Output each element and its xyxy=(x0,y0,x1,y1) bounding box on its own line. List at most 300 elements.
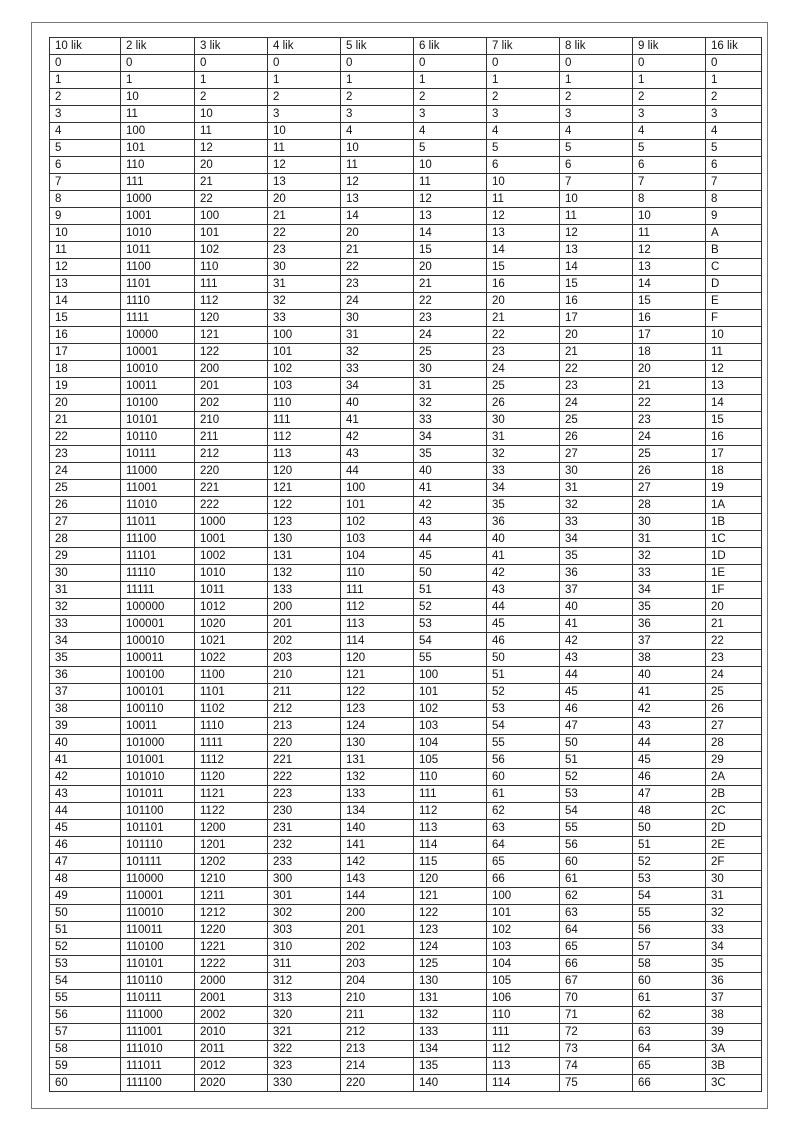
table-cell: 111 xyxy=(268,412,341,429)
table-cell: 23 xyxy=(633,412,706,429)
table-cell: 11 xyxy=(268,140,341,157)
table-cell: 11 xyxy=(121,106,195,123)
table-cell: 100101 xyxy=(121,684,195,701)
table-cell: 11011 xyxy=(121,514,195,531)
column-header: 5 lik xyxy=(341,38,414,55)
table-cell: 74 xyxy=(560,1058,633,1075)
table-cell: 1002 xyxy=(195,548,268,565)
table-cell: 22 xyxy=(633,395,706,412)
table-cell: 101 xyxy=(121,140,195,157)
table-cell: 101010 xyxy=(121,769,195,786)
table-cell: 50 xyxy=(414,565,487,582)
table-cell: 22 xyxy=(706,633,762,650)
table-cell: 121 xyxy=(414,888,487,905)
table-cell: 100011 xyxy=(121,650,195,667)
table-cell: 50 xyxy=(633,820,706,837)
table-cell: 133 xyxy=(268,582,341,599)
table-cell: 3 xyxy=(487,106,560,123)
table-cell: 106 xyxy=(487,990,560,1007)
table-cell: 213 xyxy=(341,1041,414,1058)
table-cell: 310 xyxy=(268,939,341,956)
table-cell: 1111 xyxy=(121,310,195,327)
table-cell: 15 xyxy=(633,293,706,310)
column-header: 4 lik xyxy=(268,38,341,55)
table-cell: 222 xyxy=(195,497,268,514)
table-cell: 71 xyxy=(560,1007,633,1024)
table-cell: 28 xyxy=(633,497,706,514)
table-row xyxy=(50,599,762,616)
table-cell: 9 xyxy=(50,208,121,225)
table-cell: 40 xyxy=(633,667,706,684)
table-cell: 12 xyxy=(487,208,560,225)
table-cell: 0 xyxy=(414,55,487,72)
table-cell: 55 xyxy=(560,820,633,837)
table-cell: 40 xyxy=(341,395,414,412)
table-cell: 2000 xyxy=(195,973,268,990)
table-cell: 53 xyxy=(50,956,121,973)
table-cell: 32 xyxy=(706,905,762,922)
table-cell: 15 xyxy=(706,412,762,429)
table-row xyxy=(50,276,762,293)
table-cell: 47 xyxy=(633,786,706,803)
table-cell: 2C xyxy=(706,803,762,820)
table-cell: 29 xyxy=(50,548,121,565)
table-row xyxy=(50,480,762,497)
table-cell: 57 xyxy=(633,939,706,956)
table-cell: 1 xyxy=(121,72,195,89)
table-cell: 10110 xyxy=(121,429,195,446)
table-cell: 21 xyxy=(706,616,762,633)
table-cell: 32 xyxy=(560,497,633,514)
table-cell: 223 xyxy=(268,786,341,803)
table-cell: 13 xyxy=(268,174,341,191)
table-row xyxy=(50,293,762,310)
table-row xyxy=(50,667,762,684)
table-cell: 144 xyxy=(341,888,414,905)
table-cell: 2 xyxy=(195,89,268,106)
table-cell: 42 xyxy=(414,497,487,514)
table-cell: 202 xyxy=(341,939,414,956)
table-cell: 0 xyxy=(50,55,121,72)
table-cell: 56 xyxy=(487,752,560,769)
table-cell: 9 xyxy=(706,208,762,225)
table-cell: 1020 xyxy=(195,616,268,633)
table-cell: 1001 xyxy=(195,531,268,548)
table-cell: 32 xyxy=(633,548,706,565)
table-cell: 0 xyxy=(121,55,195,72)
table-cell: 26 xyxy=(50,497,121,514)
table-cell: 301 xyxy=(268,888,341,905)
table-row xyxy=(50,922,762,939)
table-cell: 24 xyxy=(560,395,633,412)
table-cell: 17 xyxy=(50,344,121,361)
table-cell: 21 xyxy=(50,412,121,429)
table-cell: 3 xyxy=(50,106,121,123)
table-cell: 12 xyxy=(706,361,762,378)
table-cell: 48 xyxy=(50,871,121,888)
table-cell: 3A xyxy=(706,1041,762,1058)
table-cell: 8 xyxy=(633,191,706,208)
table-cell: 1011 xyxy=(121,242,195,259)
table-row xyxy=(50,106,762,123)
table-cell: 2 xyxy=(341,89,414,106)
table-cell: 45 xyxy=(50,820,121,837)
table-cell: 103 xyxy=(341,531,414,548)
table-cell: 36 xyxy=(633,616,706,633)
table-cell: 65 xyxy=(633,1058,706,1075)
table-cell: 323 xyxy=(268,1058,341,1075)
table-cell: 102 xyxy=(341,514,414,531)
table-cell: 44 xyxy=(487,599,560,616)
table-cell: 230 xyxy=(268,803,341,820)
table-cell: 43 xyxy=(633,718,706,735)
table-cell: 37 xyxy=(706,990,762,1007)
table-row xyxy=(50,208,762,225)
table-cell: 37 xyxy=(633,633,706,650)
table-cell: 101100 xyxy=(121,803,195,820)
table-cell: 1012 xyxy=(195,599,268,616)
table-cell: 0 xyxy=(487,55,560,72)
table-cell: 16 xyxy=(560,293,633,310)
table-cell: 140 xyxy=(414,1075,487,1092)
table-cell: 28 xyxy=(706,735,762,752)
table-cell: 200 xyxy=(195,361,268,378)
table-cell: 22 xyxy=(487,327,560,344)
table-cell: 24 xyxy=(706,667,762,684)
table-cell: 124 xyxy=(414,939,487,956)
table-cell: 66 xyxy=(633,1075,706,1092)
table-cell: 25 xyxy=(560,412,633,429)
table-cell: 111010 xyxy=(121,1041,195,1058)
table-cell: 42 xyxy=(487,565,560,582)
table-cell: 132 xyxy=(414,1007,487,1024)
table-cell: 20 xyxy=(341,225,414,242)
table-cell: 1F xyxy=(706,582,762,599)
table-cell: 35 xyxy=(560,548,633,565)
table-cell: 311 xyxy=(268,956,341,973)
table-cell: 14 xyxy=(50,293,121,310)
table-cell: 1 xyxy=(414,72,487,89)
table-cell: 23 xyxy=(560,378,633,395)
table-row xyxy=(50,463,762,480)
table-cell: 40 xyxy=(560,599,633,616)
table-cell: 5 xyxy=(560,140,633,157)
table-cell: 200 xyxy=(268,599,341,616)
table-cell: 1200 xyxy=(195,820,268,837)
table-row xyxy=(50,871,762,888)
table-cell: 10 xyxy=(121,89,195,106)
table-cell: 102 xyxy=(268,361,341,378)
table-cell: 2 xyxy=(268,89,341,106)
table-cell: 1000 xyxy=(121,191,195,208)
table-cell: 15 xyxy=(50,310,121,327)
table-cell: 22 xyxy=(50,429,121,446)
table-cell: 20 xyxy=(268,191,341,208)
table-row xyxy=(50,701,762,718)
table-cell: 131 xyxy=(414,990,487,1007)
table-cell: 63 xyxy=(560,905,633,922)
table-cell: 55 xyxy=(414,650,487,667)
table-cell: 50 xyxy=(560,735,633,752)
table-cell: 1121 xyxy=(195,786,268,803)
table-cell: 17 xyxy=(706,446,762,463)
table-cell: 30 xyxy=(487,412,560,429)
table-cell: 1100 xyxy=(121,259,195,276)
table-cell: 52 xyxy=(560,769,633,786)
table-row xyxy=(50,361,762,378)
table-cell: 42 xyxy=(633,701,706,718)
table-cell: 42 xyxy=(50,769,121,786)
table-cell: 46 xyxy=(50,837,121,854)
table-cell: 41 xyxy=(633,684,706,701)
table-cell: 55 xyxy=(487,735,560,752)
number-base-table xyxy=(49,37,762,1092)
table-cell: 220 xyxy=(195,463,268,480)
table-cell: 20 xyxy=(706,599,762,616)
table-cell: 52 xyxy=(414,599,487,616)
table-cell: 24 xyxy=(633,429,706,446)
table-cell: 105 xyxy=(414,752,487,769)
table-row xyxy=(50,565,762,582)
table-cell: 27 xyxy=(633,480,706,497)
table-cell: 56 xyxy=(560,837,633,854)
table-row xyxy=(50,89,762,106)
table-cell: 19 xyxy=(50,378,121,395)
table-row xyxy=(50,72,762,89)
table-cell: 122 xyxy=(341,684,414,701)
table-cell: 47 xyxy=(560,718,633,735)
table-cell: 100 xyxy=(341,480,414,497)
table-cell: 1100 xyxy=(195,667,268,684)
table-cell: 17 xyxy=(560,310,633,327)
table-cell: 111 xyxy=(341,582,414,599)
table-cell: 10 xyxy=(414,157,487,174)
table-cell: 1010 xyxy=(195,565,268,582)
table-cell: 34 xyxy=(633,582,706,599)
table-cell: 133 xyxy=(341,786,414,803)
table-cell: 7 xyxy=(633,174,706,191)
table-cell: 113 xyxy=(487,1058,560,1075)
table-cell: 201 xyxy=(195,378,268,395)
table-cell: 30 xyxy=(633,514,706,531)
table-cell: 65 xyxy=(487,854,560,871)
table-cell: 103 xyxy=(268,378,341,395)
table-row xyxy=(50,820,762,837)
table-cell: 202 xyxy=(195,395,268,412)
table-cell: 1201 xyxy=(195,837,268,854)
table-cell: 1111 xyxy=(195,735,268,752)
table-cell: 13 xyxy=(560,242,633,259)
table-cell: 111 xyxy=(195,276,268,293)
table-cell: 312 xyxy=(268,973,341,990)
table-row xyxy=(50,837,762,854)
table-cell: 34 xyxy=(50,633,121,650)
table-row xyxy=(50,242,762,259)
table-cell: 1222 xyxy=(195,956,268,973)
table-cell: 12 xyxy=(195,140,268,157)
table-cell: 48 xyxy=(633,803,706,820)
table-cell: 102 xyxy=(487,922,560,939)
table-cell: 15 xyxy=(487,259,560,276)
table-cell: 14 xyxy=(487,242,560,259)
table-cell: 28 xyxy=(50,531,121,548)
table-cell: 1010 xyxy=(121,225,195,242)
table-cell: 3 xyxy=(633,106,706,123)
table-cell: 13 xyxy=(706,378,762,395)
table-cell: 1 xyxy=(560,72,633,89)
table-cell: 330 xyxy=(268,1075,341,1092)
table-cell: 56 xyxy=(50,1007,121,1024)
table-cell: 213 xyxy=(268,718,341,735)
table-cell: 1A xyxy=(706,497,762,514)
table-cell: 221 xyxy=(268,752,341,769)
table-cell: 61 xyxy=(633,990,706,1007)
table-cell: 10 xyxy=(268,123,341,140)
column-header: 16 lik xyxy=(706,38,762,55)
table-cell: 110000 xyxy=(121,871,195,888)
table-cell: 64 xyxy=(633,1041,706,1058)
table-row xyxy=(50,446,762,463)
table-cell: 32 xyxy=(341,344,414,361)
table-cell: 19 xyxy=(706,480,762,497)
table-cell: 120 xyxy=(414,871,487,888)
table-cell: 200 xyxy=(341,905,414,922)
table-cell: 39 xyxy=(50,718,121,735)
table-cell: 111 xyxy=(121,174,195,191)
table-cell: 11 xyxy=(414,174,487,191)
table-cell: 35 xyxy=(487,497,560,514)
table-row xyxy=(50,412,762,429)
table-cell: 123 xyxy=(414,922,487,939)
table-cell: 40 xyxy=(50,735,121,752)
table-cell: 210 xyxy=(268,667,341,684)
table-cell: 214 xyxy=(341,1058,414,1075)
table-row xyxy=(50,1075,762,1092)
table-cell: 10 xyxy=(341,140,414,157)
table-cell: 300 xyxy=(268,871,341,888)
table-cell: 101 xyxy=(268,344,341,361)
table-cell: 11001 xyxy=(121,480,195,497)
table-cell: 20 xyxy=(414,259,487,276)
table-cell: 33 xyxy=(706,922,762,939)
table-cell: 44 xyxy=(560,667,633,684)
table-cell: 18 xyxy=(633,344,706,361)
table-cell: 36 xyxy=(50,667,121,684)
column-header: 2 lik xyxy=(121,38,195,55)
table-cell: 302 xyxy=(268,905,341,922)
table-cell: 33 xyxy=(414,412,487,429)
table-cell: 101110 xyxy=(121,837,195,854)
table-cell: 110 xyxy=(121,157,195,174)
table-cell: 121 xyxy=(195,327,268,344)
table-cell: 72 xyxy=(560,1024,633,1041)
table-cell: 62 xyxy=(487,803,560,820)
table-cell: 1 xyxy=(706,72,762,89)
table-cell: 101011 xyxy=(121,786,195,803)
table-cell: C xyxy=(706,259,762,276)
table-cell: 34 xyxy=(487,480,560,497)
table-row xyxy=(50,395,762,412)
table-cell: 132 xyxy=(341,769,414,786)
table-cell: 112 xyxy=(268,429,341,446)
table-cell: 36 xyxy=(706,973,762,990)
table-cell: 47 xyxy=(50,854,121,871)
table-cell: 13 xyxy=(341,191,414,208)
table-cell: 122 xyxy=(414,905,487,922)
table-cell: 16 xyxy=(487,276,560,293)
table-cell: 34 xyxy=(706,939,762,956)
table-cell: 32 xyxy=(414,395,487,412)
table-cell: 41 xyxy=(341,412,414,429)
table-cell: 201 xyxy=(341,922,414,939)
table-cell: 52 xyxy=(487,684,560,701)
table-cell: 60 xyxy=(633,973,706,990)
table-cell: 0 xyxy=(195,55,268,72)
table-row xyxy=(50,548,762,565)
table-cell: 12 xyxy=(414,191,487,208)
table-cell: 100000 xyxy=(121,599,195,616)
table-cell: 54 xyxy=(487,718,560,735)
table-cell: 3 xyxy=(706,106,762,123)
table-cell: 35 xyxy=(50,650,121,667)
table-cell: 2A xyxy=(706,769,762,786)
table-cell: 10001 xyxy=(121,344,195,361)
table-cell: 7 xyxy=(560,174,633,191)
table-cell: 2020 xyxy=(195,1075,268,1092)
table-cell: 4 xyxy=(414,123,487,140)
table-cell: 65 xyxy=(560,939,633,956)
table-cell: 2B xyxy=(706,786,762,803)
table-cell: 2 xyxy=(706,89,762,106)
table-cell: 110111 xyxy=(121,990,195,1007)
table-cell: 2E xyxy=(706,837,762,854)
table-cell: 113 xyxy=(268,446,341,463)
table-cell: 16 xyxy=(633,310,706,327)
table-cell: 1101 xyxy=(121,276,195,293)
table-cell: 11 xyxy=(195,123,268,140)
table-cell: 102 xyxy=(195,242,268,259)
table-cell: 10000 xyxy=(121,327,195,344)
table-cell: 2011 xyxy=(195,1041,268,1058)
table-cell: 101101 xyxy=(121,820,195,837)
table-cell: 1110 xyxy=(121,293,195,310)
column-header: 9 lik xyxy=(633,38,706,55)
table-row xyxy=(50,497,762,514)
table-row xyxy=(50,310,762,327)
table-cell: 33 xyxy=(341,361,414,378)
table-cell: 10011 xyxy=(121,718,195,735)
table-cell: 11 xyxy=(560,208,633,225)
table-cell: 110 xyxy=(414,769,487,786)
table-cell: 4 xyxy=(50,123,121,140)
table-cell: 16 xyxy=(706,429,762,446)
table-cell: 201 xyxy=(268,616,341,633)
table-cell: 203 xyxy=(268,650,341,667)
table-cell: 114 xyxy=(487,1075,560,1092)
table-cell: 37 xyxy=(50,684,121,701)
table-row xyxy=(50,327,762,344)
table-row xyxy=(50,514,762,531)
table-cell: 38 xyxy=(706,1007,762,1024)
table-row xyxy=(50,786,762,803)
table-cell: 1212 xyxy=(195,905,268,922)
table-cell: 33 xyxy=(487,463,560,480)
table-cell: 125 xyxy=(414,956,487,973)
table-cell: 23 xyxy=(414,310,487,327)
table-cell: 31 xyxy=(414,378,487,395)
table-cell: 11111 xyxy=(121,582,195,599)
table-cell: 111011 xyxy=(121,1058,195,1075)
